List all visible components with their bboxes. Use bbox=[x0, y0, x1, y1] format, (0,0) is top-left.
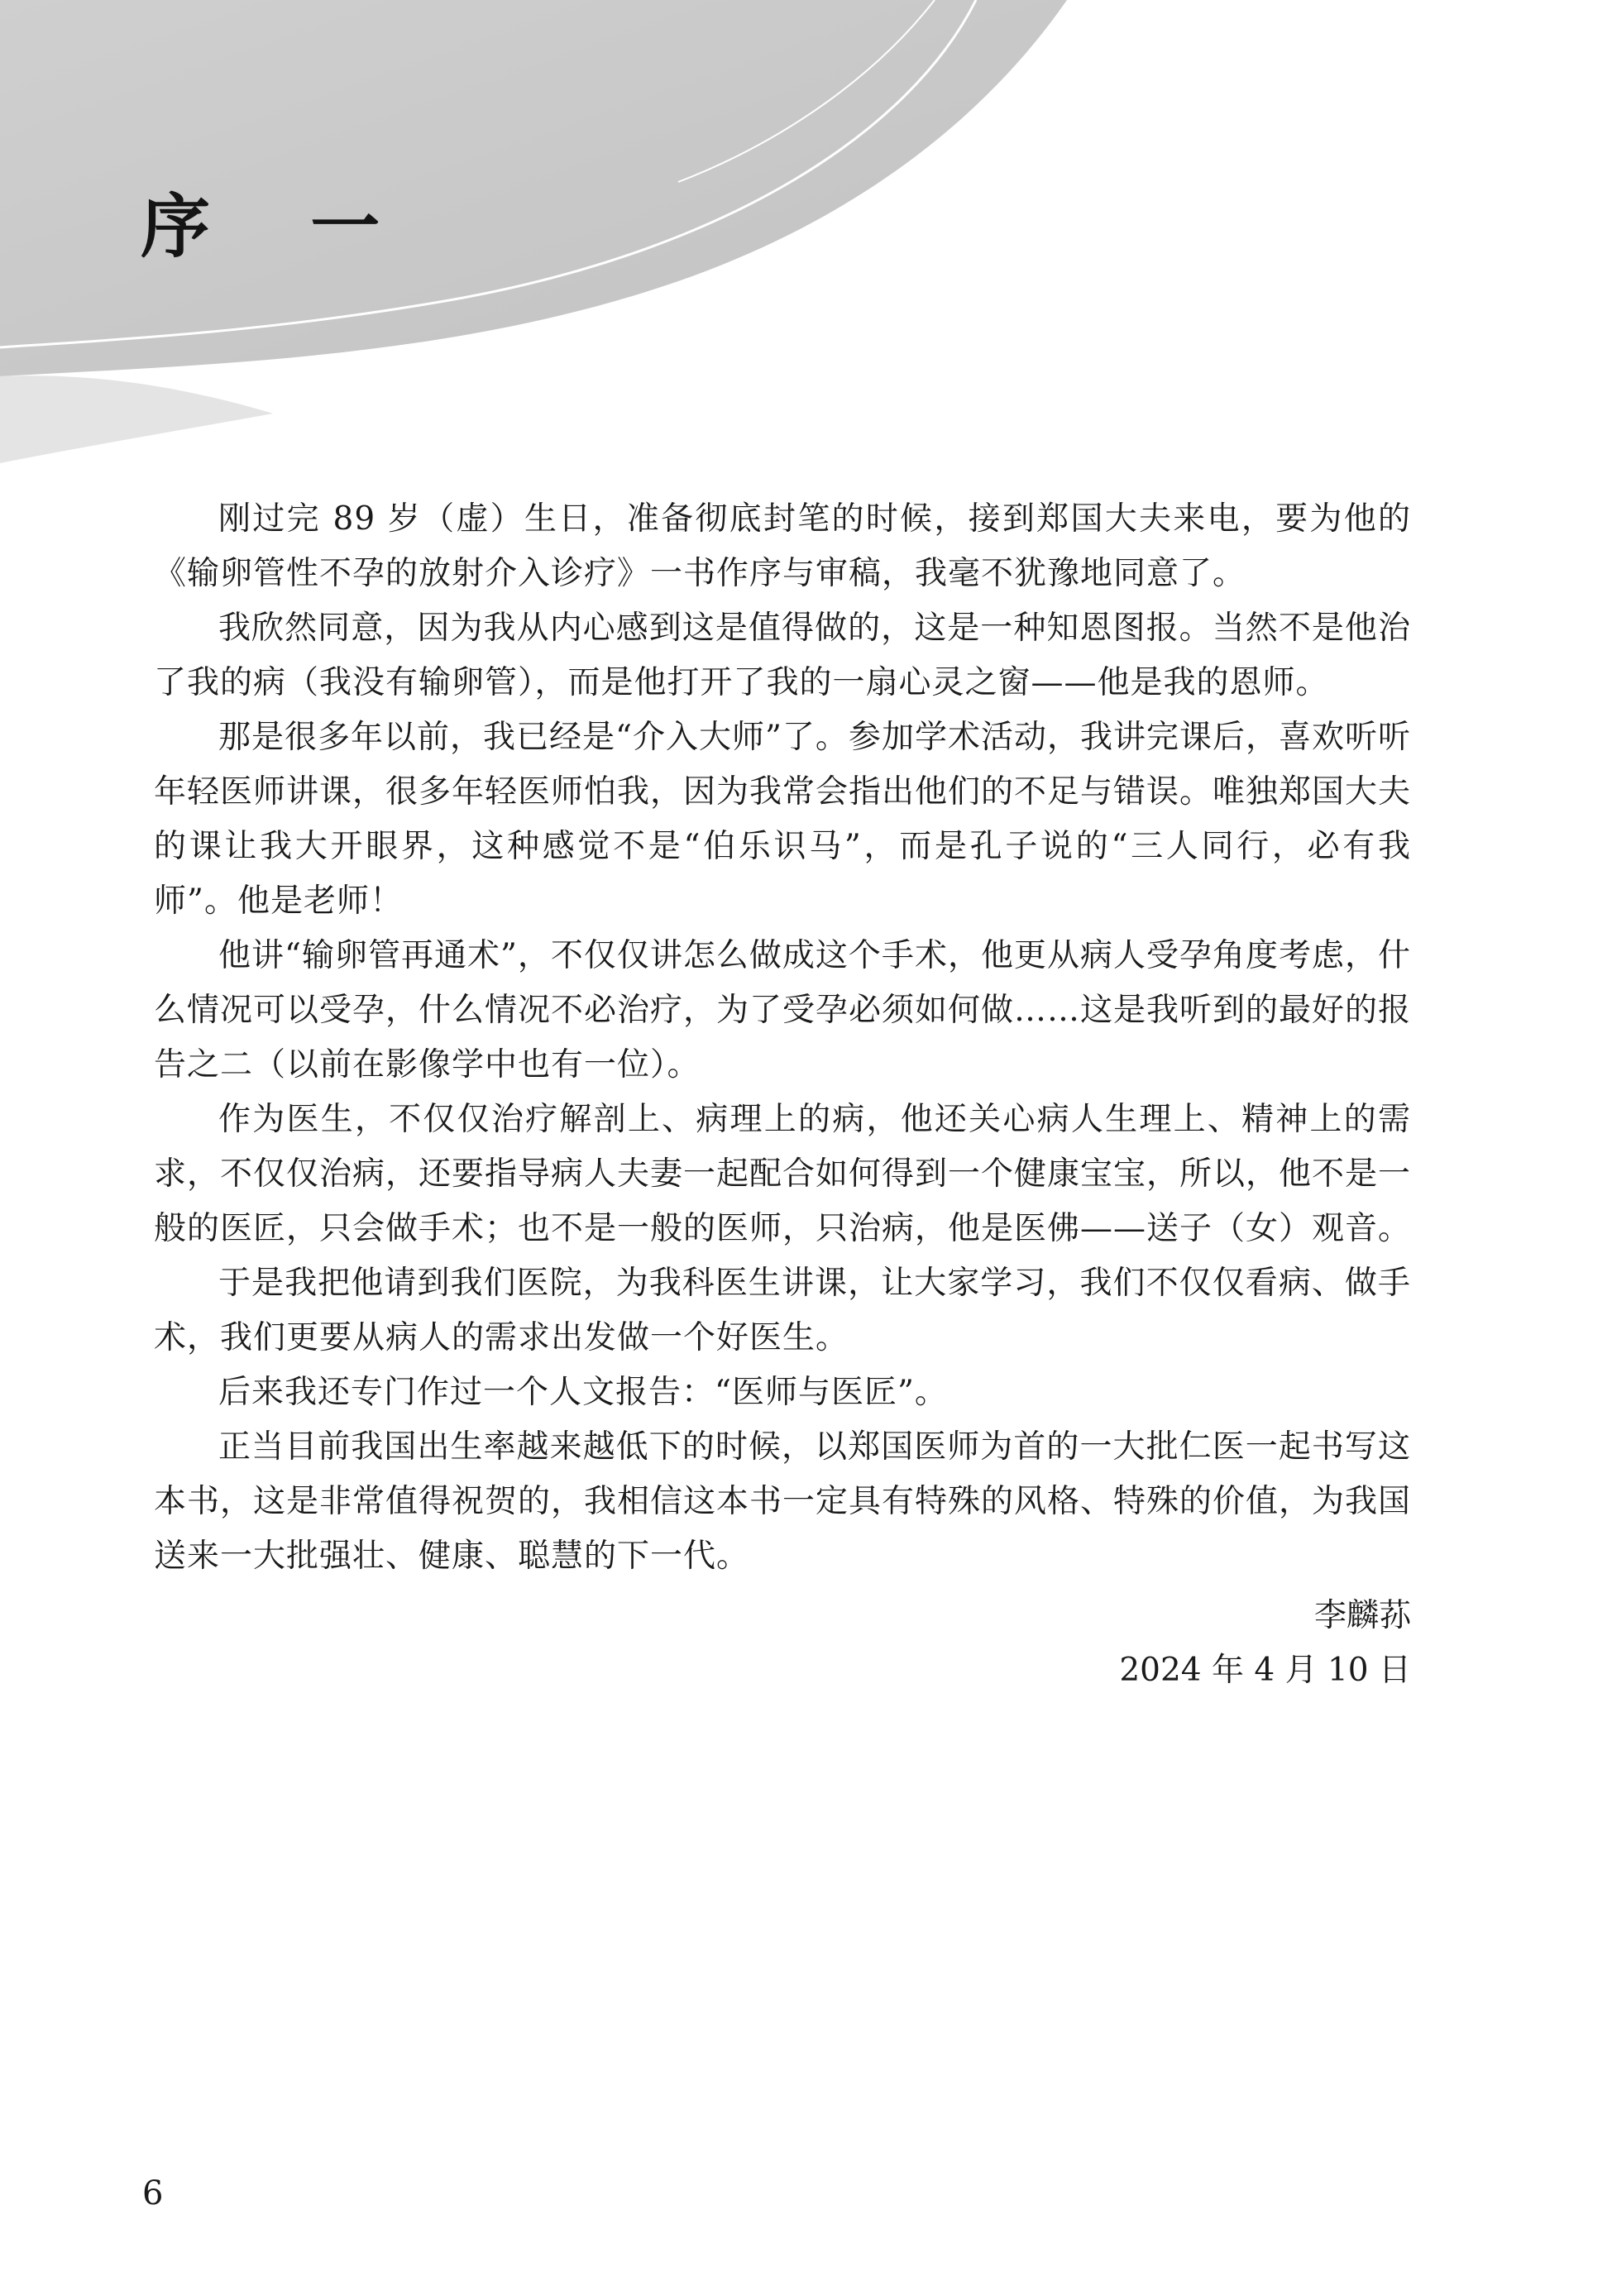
page-number: 6 bbox=[142, 2174, 164, 2212]
paragraph: 正当目前我国出生率越来越低下的时候，以郑国医师为首的一大批仁医一起书写这本书，这是非常值得祝贺的，我相信这本书一定具有特殊的风格、特殊的价值，为我国送来一大批强壮、健康、聪慧的下一代。 bbox=[154, 1428, 1412, 1575]
paragraph: 我欣然同意，因为我从内心感到这是值得做的，这是一种知恩图报。当然不是他治了我的病（我没有输卵管），而是他打开了我的一扇心灵之窗——他是我的恩师。 bbox=[154, 610, 1411, 701]
paragraph: 作为医生，不仅仅治疗解剖上、病理上的病，他还关心病人生理上、精神上的需求，不仅仅治病，还要指导病人夫妻一起配合如何得到一个健康宝宝，所以，他不是一般的医匠，只会做手术；也不是一般的医师，只治病，他是医佛——送子（女）观音。 bbox=[154, 1101, 1412, 1247]
paragraph: 那是很多年以前，我已经是“介入大师”了。参加学术活动，我讲完课后，喜欢听听年轻医师讲课，很多年轻医师怕我，因为我常会指出他们的不足与错误。唯独郑国大夫的课让我大开眼界，这种感觉不是“伯乐识马”，而是孔子说的“三人同行，必有我师”。他是老师！ bbox=[154, 719, 1412, 920]
paragraph: 于是我把他请到我们医院，为我科医生讲课，让大家学习，我们不仅仅看病、做手术，我们更要从病人的需求出发做一个好医生。 bbox=[154, 1265, 1411, 1356]
page-title: 序 一 bbox=[141, 186, 419, 267]
header-left-fade bbox=[0, 375, 273, 463]
paragraph: 刚过完 89 岁（虚）生日，准备彻底封笔的时候，接到郑国大夫来电，要为他的《输卵管性不孕的放射介入诊疗》一书作序与审稿，我毫不犹豫地同意了。 bbox=[154, 500, 1411, 592]
preface-body bbox=[154, 492, 1411, 1698]
signature-date: 2024 年 4 月 10 日 bbox=[1119, 1652, 1411, 1689]
paragraph: 后来我还专门作过一个人文报告：“医师与医匠”。 bbox=[218, 1374, 948, 1411]
author-signature: 李麟荪 bbox=[1313, 1597, 1411, 1634]
paragraph: 他讲“输卵管再通术”，不仅仅讲怎么做成这个手术，他更从病人受孕角度考虑，什么情况可以受孕，什么情况不必治疗，为了受孕必须如何做……这是我听到的最好的报告之二（以前在影像学中也有一位）。 bbox=[154, 937, 1412, 1083]
